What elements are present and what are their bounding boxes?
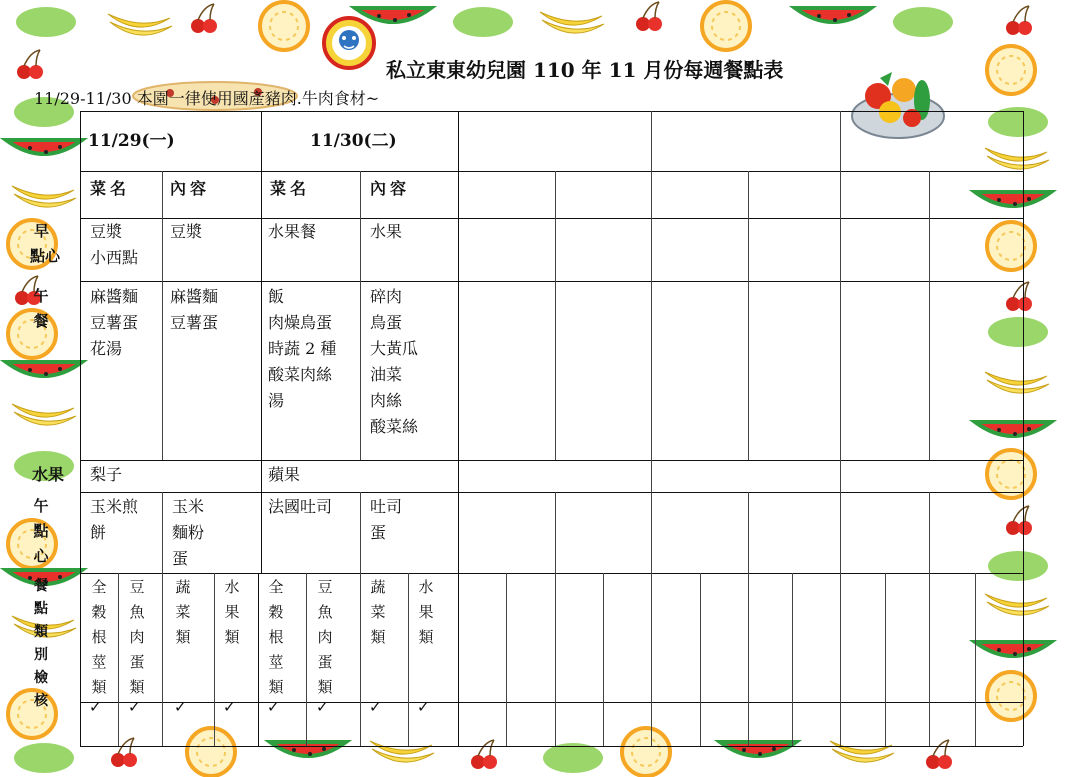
watermelon-icon	[270, 742, 346, 756]
banana-icon	[985, 148, 1049, 169]
category-vegetables-d1: 蔬 菜 類	[175, 578, 191, 646]
check-mark: ✓	[369, 698, 382, 716]
orange-icon	[987, 450, 1035, 498]
check-mark: ✓	[267, 698, 280, 716]
orange-icon	[987, 46, 1035, 94]
cherry-icon	[1006, 506, 1032, 535]
category-fruit-d1: 水 果 類	[224, 578, 240, 646]
orange-icon	[987, 222, 1035, 270]
cherry-icon	[1006, 282, 1032, 311]
category-grains-d2: 全 穀 根 莖 類	[268, 578, 284, 696]
morning-snack-d2-dish: 水果餐	[268, 222, 317, 241]
page-title: 私立東東幼兒園 110 年 11 月份每週餐點表	[386, 58, 784, 82]
col-header-content: 內容	[370, 179, 411, 198]
lunch-d1-content: 麻醬麵 豆薯蛋	[170, 287, 219, 332]
afternoon-snack-d2-dish: 法國吐司	[268, 497, 333, 516]
banana-icon	[12, 186, 76, 207]
col-header-content: 內容	[170, 179, 211, 198]
cherry-icon	[111, 738, 137, 767]
morning-snack-d1-dish: 豆漿 小西點	[90, 222, 139, 267]
lime-icon	[543, 743, 603, 773]
watermelon-icon	[975, 192, 1051, 206]
check-mark: ✓	[89, 698, 102, 716]
lime-icon	[988, 317, 1048, 347]
check-mark: ✓	[128, 698, 141, 716]
col-header-dish: 菜名	[90, 179, 131, 198]
lime-icon	[16, 7, 76, 37]
lime-icon	[893, 7, 953, 37]
cherry-icon	[636, 2, 662, 31]
lime-icon	[14, 743, 74, 773]
school-logo-icon	[322, 16, 376, 70]
orange-icon	[987, 672, 1035, 720]
fruit-d2: 蘋果	[268, 465, 301, 484]
day-header-1: 11/29(一)	[88, 131, 175, 151]
fruit-d1: 梨子	[90, 465, 123, 484]
watermelon-icon	[720, 742, 796, 756]
lime-icon	[988, 551, 1048, 581]
category-protein-d1: 豆 魚 肉 蛋 類	[129, 578, 145, 696]
category-protein-d2: 豆 魚 肉 蛋 類	[317, 578, 333, 696]
check-mark: ✓	[417, 698, 430, 716]
banana-icon	[12, 404, 76, 425]
banana-icon	[370, 741, 434, 762]
watermelon-icon	[6, 140, 82, 154]
lunch-d2-content: 碎肉 鳥蛋 大黃瓜 油菜 肉絲 酸菜絲	[370, 287, 419, 436]
check-mark: ✓	[174, 698, 187, 716]
check-mark: ✓	[316, 698, 329, 716]
category-grains-d1: 全 穀 根 莖 類	[91, 578, 107, 696]
morning-snack-d1-content: 豆漿	[170, 222, 203, 241]
notice-text: 11/29-11/30 本園一律使用國產豬肉.牛肉食材~	[34, 89, 380, 108]
row-label-category-check: 餐 點 類 別 檢 核	[34, 578, 48, 709]
banana-icon	[985, 372, 1049, 393]
watermelon-icon	[975, 642, 1051, 656]
banana-icon	[540, 12, 604, 33]
day-header-2: 11/30(二)	[310, 131, 397, 151]
lime-icon	[453, 7, 513, 37]
category-vegetables-d2: 蔬 菜 類	[370, 578, 386, 646]
afternoon-snack-d2-content: 吐司 蛋	[370, 497, 403, 542]
banana-icon	[108, 14, 172, 35]
lunch-d2-dish: 飯 肉燥鳥蛋 時蔬 2 種 酸菜肉絲 湯	[268, 287, 337, 410]
watermelon-icon	[6, 362, 82, 376]
cherry-icon	[17, 50, 43, 79]
vegetable-bowl-icon	[852, 72, 944, 138]
lunch-d1-dish: 麻醬麵 豆薯蛋 花湯	[90, 287, 139, 358]
cherry-icon	[191, 4, 217, 33]
row-label-afternoon-snack: 午 點 心	[33, 497, 49, 565]
orange-icon	[702, 2, 750, 50]
row-label-fruit: 水果	[32, 465, 65, 484]
orange-icon	[260, 2, 308, 50]
afternoon-snack-d1-dish: 玉米煎 餅	[90, 497, 139, 542]
row-label-lunch: 午 餐	[33, 287, 49, 330]
col-header-dish: 菜名	[270, 179, 311, 198]
watermelon-icon	[975, 422, 1051, 436]
category-fruit-d2: 水 果 類	[418, 578, 434, 646]
cherry-icon	[471, 740, 497, 769]
row-label-morning-snack: 早 點心	[30, 222, 61, 265]
orange-icon	[187, 728, 235, 776]
afternoon-snack-d1-content: 玉米 麵粉 蛋	[172, 497, 205, 568]
cherry-icon	[1006, 6, 1032, 35]
banana-icon	[985, 594, 1049, 615]
orange-icon	[622, 728, 670, 776]
morning-snack-d2-content: 水果	[370, 222, 403, 241]
check-mark: ✓	[223, 698, 236, 716]
watermelon-icon	[795, 8, 871, 22]
